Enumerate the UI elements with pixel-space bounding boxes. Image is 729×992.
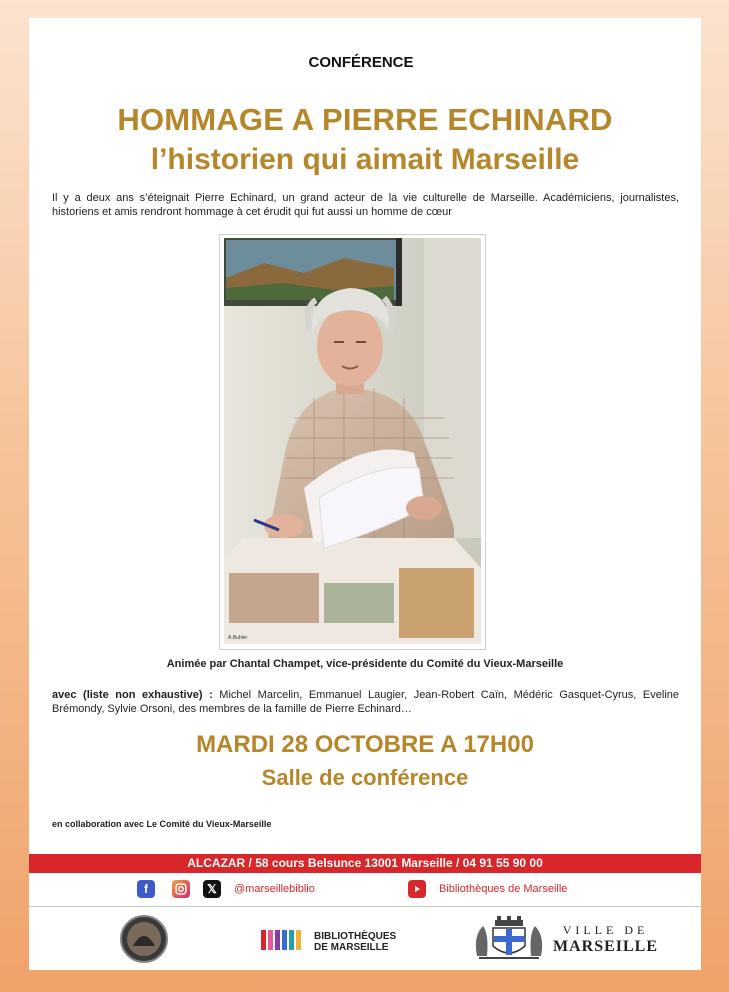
event-venue: Salle de conférence <box>261 765 469 790</box>
x-icon[interactable]: 𝕏 <box>203 880 221 898</box>
footer-divider <box>29 906 701 907</box>
marseille-coat-of-arms-icon <box>469 916 549 962</box>
bibliotheques-logo-text: BIBLIOTHÈQUES DE MARSEILLE <box>314 931 397 953</box>
speakers-line <box>52 688 679 716</box>
speakers-list: Michel Marcelin, Emmanuel Laugier, Jean-Robert Caïn, Médéric Gasquet-Cyrus, Eveline Brémondy, Sylvie Orsoni, des membres de la famille de Pierre Echinard… <box>52 689 679 715</box>
facebook-icon[interactable]: f <box>137 880 155 898</box>
speakers-label: avec (liste non exhaustive) : <box>52 689 213 701</box>
title-line-2: l’historien qui aimait Marseille <box>150 143 580 176</box>
comite-logo <box>119 914 169 964</box>
portrait-illustration <box>224 238 481 644</box>
youtube-icon[interactable] <box>408 880 426 898</box>
social-row <box>29 876 701 904</box>
footer-logos <box>29 908 701 968</box>
youtube-channel[interactable]: Bibliothèques de Marseille <box>439 883 568 895</box>
ville-de-marseille-logo: VILLE DE MARSEILLE <box>553 923 659 955</box>
social-handle[interactable]: @marseillebiblio <box>234 883 315 895</box>
intro-text: Il y a deux ans s’éteignait Pierre Echinard, un grand acteur de la vie culturelle de Marseille. Académiciens, journalistes, historiens et amis rendront hommage à cet érudit qui fut aussi un homme de cœur <box>52 192 679 218</box>
event-date: MARDI 28 OCTOBRE A 17H00 <box>196 731 534 758</box>
collaboration-note: en collaboration avec Le Comité du Vieux-Marseille <box>52 819 272 829</box>
title-line-1: HOMMAGE A PIERRE ECHINARD <box>117 102 613 137</box>
photo-credit: A.Buhler <box>228 635 248 641</box>
moderator-line: Animée par Chantal Champet, vice-présidente du Comité du Vieux-Marseille <box>166 658 564 670</box>
kicker: CONFÉRENCE <box>308 54 414 71</box>
address-bar: ALCAZAR / 58 cours Belsunce 13001 Marseille / 04 91 55 90 00 <box>29 854 701 873</box>
portrait-photo <box>219 234 486 650</box>
bibliotheques-logo-mark <box>261 928 309 952</box>
instagram-icon[interactable] <box>172 880 190 898</box>
poster <box>29 18 701 970</box>
